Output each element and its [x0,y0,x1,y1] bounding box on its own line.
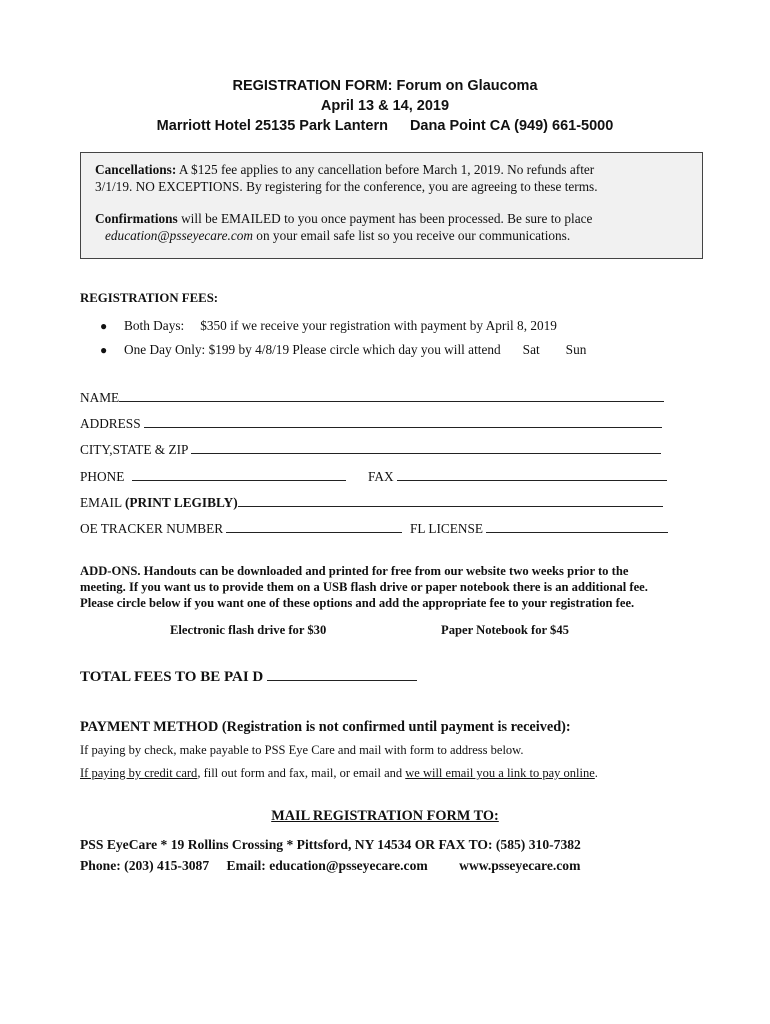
contact-line [80,858,580,874]
form-title: REGISTRATION FORM: Forum on Glaucoma [232,78,538,94]
cancellation-label: Cancellations: [95,162,177,177]
city-state-zip-label: CITY,STATE & ZIP [80,442,188,457]
credit-card-link[interactable]: If paying by credit card [80,766,198,780]
venue-name: Marriott Hotel 25135 Park Lantern [156,118,388,134]
pay-online-link[interactable]: we will email you a link to pay online [405,766,595,780]
fee-both-label: Both Days: [124,318,185,333]
fee-one-day [100,338,586,362]
event-dates: April 13 & 14, 2019 [320,98,450,114]
total-fees-label: TOTAL FEES TO BE PAI D [80,669,264,685]
venue-line [0,116,770,136]
address-input-line[interactable] [144,415,662,428]
confirmation-email: education@psseyecare.com [105,228,253,243]
payment-card-line [80,766,598,781]
fee-one-label: One Day Only: $199 by 4/8/19 Please circle which day you will attend [124,342,501,357]
addon-option-flash-drive[interactable]: Electronic flash drive for $30 [170,623,327,637]
fl-license-label: FL LICENSE [410,521,484,536]
name-field[interactable] [80,389,664,406]
email-field[interactable] [80,494,663,511]
fee-both-days [100,314,586,338]
payment-method-title: PAYMENT METHOD (Registration is not confirmed until payment is received): [80,719,571,735]
addons-line-1: ADD-ONS. Handouts can be downloaded and printed for free from our website two weeks prior to the [80,564,629,578]
payment-check-line: If paying by check, make payable to PSS Eye Care and mail with form to address below. [80,743,524,757]
fees-list [100,314,586,362]
confirmation-text-1: will be EMAILED to you once payment has been processed. Be sure to place [177,211,593,226]
oe-tracker-input-line[interactable] [226,520,402,533]
addons-line-3: Please circle below if you want one of these options and add the appropriate fee to your registration fee. [80,596,635,610]
bullet-icon: ● [100,319,108,333]
oe-tracker-label: OE TRACKER NUMBER [80,521,224,536]
address-label: ADDRESS [80,416,141,431]
email-label: EMAIL [80,495,125,510]
mail-to-title: MAIL REGISTRATION FORM TO: [271,808,499,824]
cancellation-policy [95,161,692,195]
venue-city: Dana Point CA (949) 661-5000 [409,118,614,134]
oe-tracker-field[interactable] [80,520,402,537]
fax-input-line[interactable] [397,468,667,481]
addon-option-notebook[interactable]: Paper Notebook for $45 [441,623,569,637]
cancellation-text-1: A $125 fee applies to any cancellation before March 1, 2019. No refunds after [176,162,595,177]
payment-card-end: . [594,766,598,780]
city-state-zip-input-line[interactable] [191,441,661,454]
phone-field[interactable] [80,468,346,485]
confirmation-label: Confirmations [95,211,178,226]
payment-card-mid: , fill out form and fax, mail, or email and [197,766,406,780]
fee-both-text: $350 if we receive your registration with payment by April 8, 2019 [200,318,557,333]
form-header [0,76,770,136]
fax-field[interactable] [368,468,667,485]
contact-email[interactable]: Email: education@psseyecare.com [226,858,428,873]
fl-license-input-line[interactable] [486,520,668,533]
city-state-zip-field[interactable] [80,441,661,458]
confirmation-text-2: on your email safe list so you receive our communications. [252,228,571,243]
email-input-line[interactable] [238,494,663,507]
contact-phone: Phone: (203) 415-3087 [80,858,210,873]
phone-input-line[interactable] [132,468,346,481]
name-label: NAME [80,390,120,405]
policy-notice-box [80,152,703,259]
day-option-sun[interactable]: Sun [565,342,587,357]
fax-label: FAX [368,469,394,484]
bullet-icon: ● [100,343,108,357]
phone-label: PHONE [80,469,125,484]
day-option-sat[interactable]: Sat [522,342,540,357]
total-fees-field[interactable] [80,667,417,686]
address-field[interactable] [80,415,662,432]
registration-fees-title: REGISTRATION FEES: [80,291,219,305]
addons-line-2: meeting. If you want us to provide them on a USB flash drive or paper notebook there is an additional fee. [80,580,648,594]
cancellation-text-2: 3/1/19. NO EXCEPTIONS. By registering for the conference, you are agreeing to these terms. [95,179,598,194]
contact-website[interactable]: www.psseyecare.com [459,858,581,873]
confirmation-policy [95,210,692,244]
mail-address-line: PSS EyeCare * 19 Rollins Crossing * Pittsford, NY 14534 OR FAX TO: (585) 310-7382 [80,837,581,852]
total-fees-input-line[interactable] [267,667,417,681]
fl-license-field[interactable] [410,520,668,537]
name-input-line[interactable] [119,389,664,402]
addons-paragraph [80,563,720,611]
email-note: (PRINT LEGIBLY) [124,495,238,510]
